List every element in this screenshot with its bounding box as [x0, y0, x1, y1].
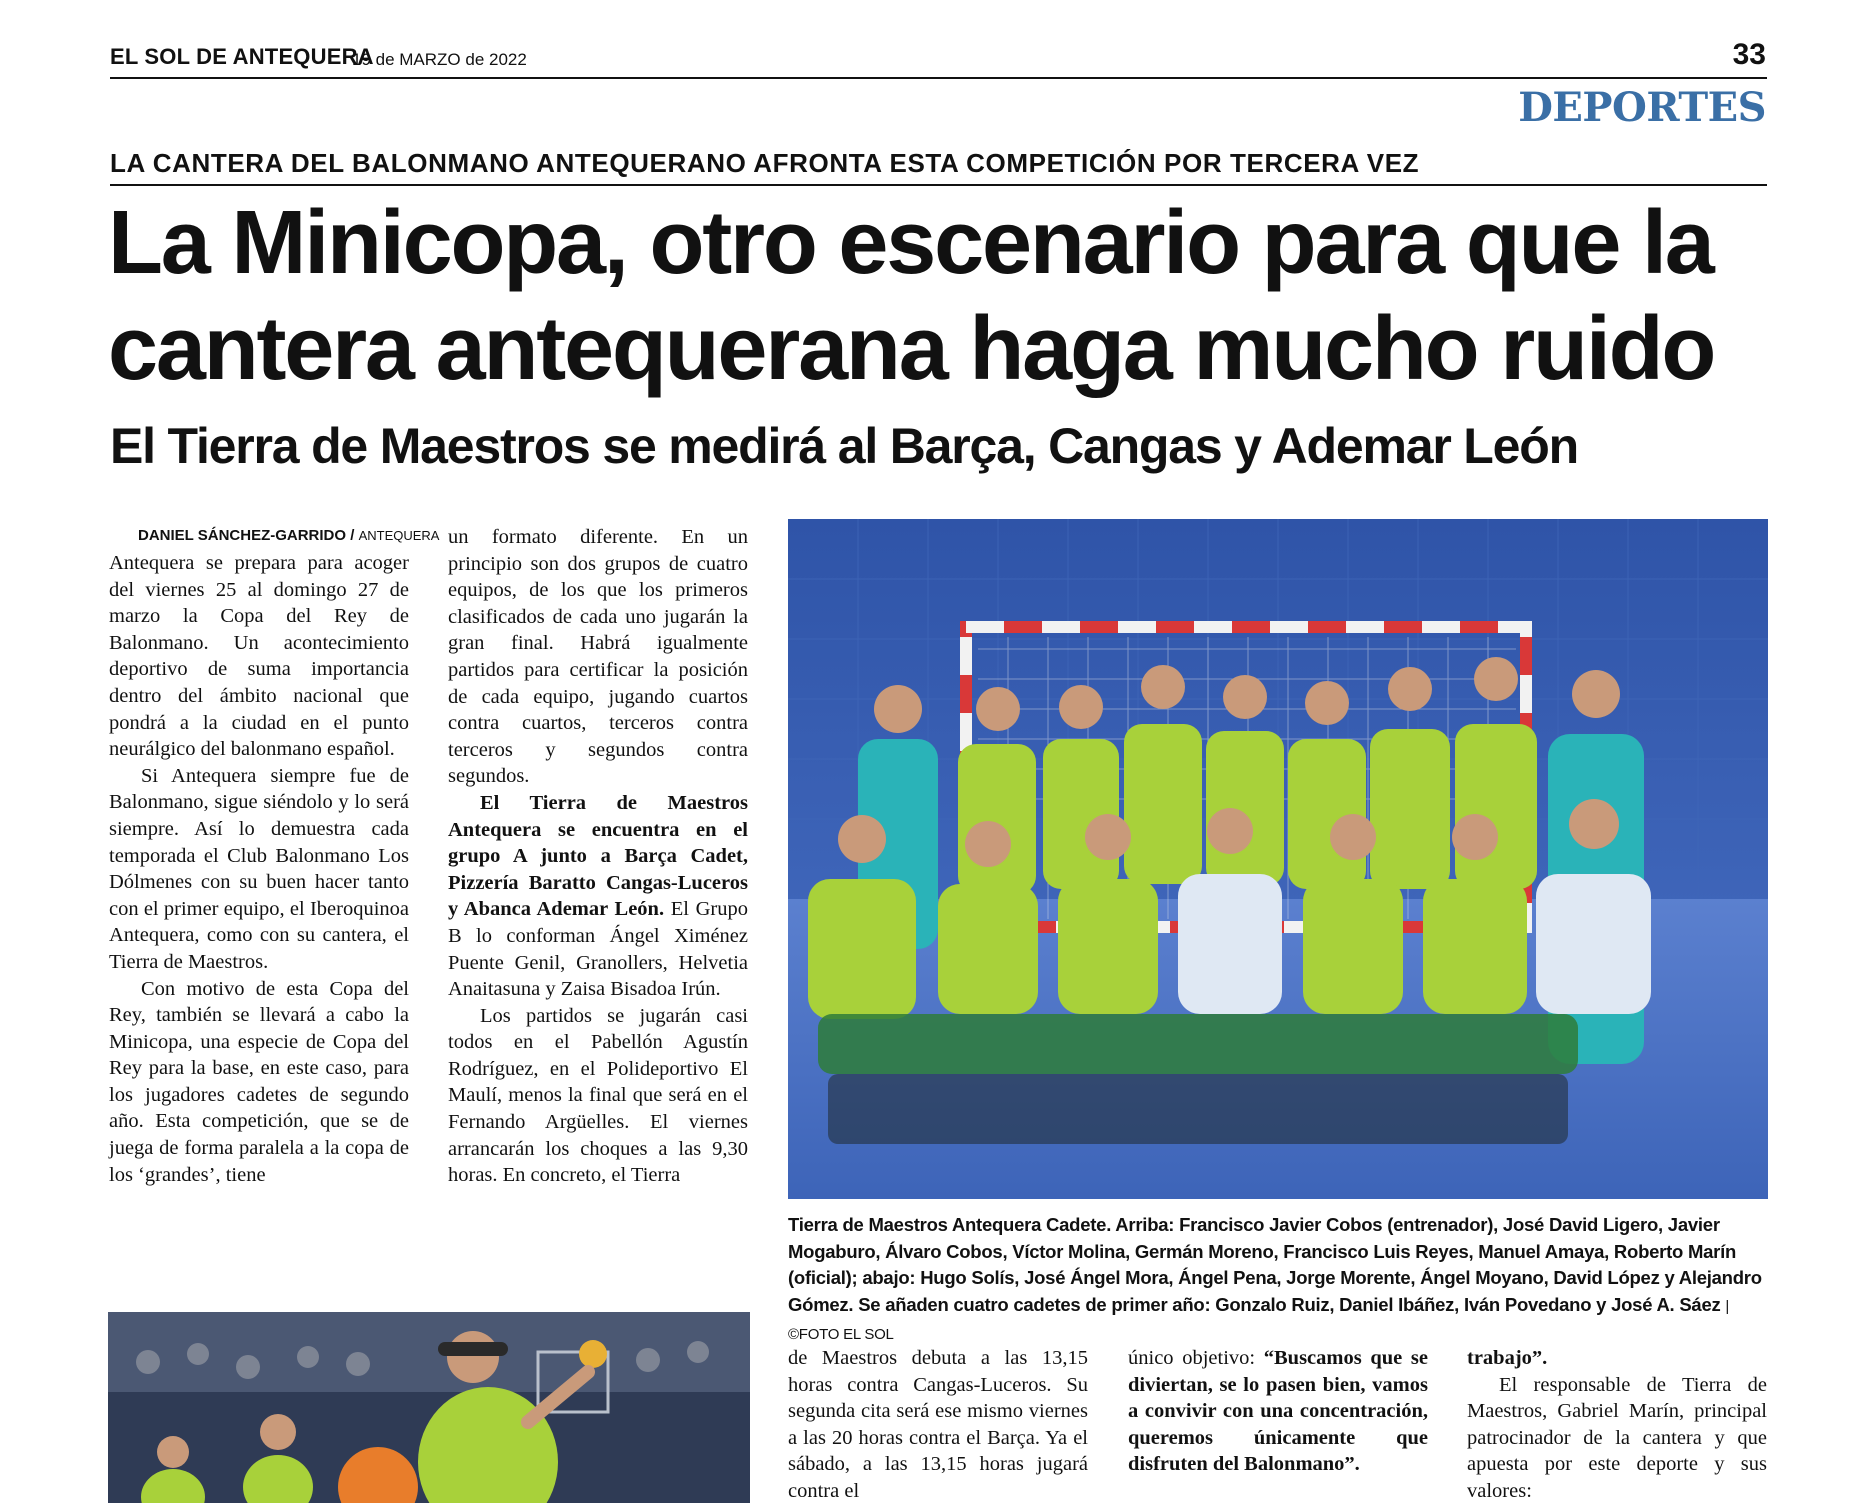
action-photo [108, 1312, 750, 1503]
paragraph: Si Antequera siempre fue de Balonmano, sigue siéndolo y lo será siempre. Así lo demuestra cada temporada el Club Balonmano Los Dólmenes con su buen hacer tanto con el primer equipo, el Iberoquinoa Antequera, como con su cantera, el Tierra de Maestros. [109, 764, 409, 973]
headline-line-1: La Minicopa, otro escenario para que la [108, 193, 1713, 293]
paragraph-rest: El Grupo B lo conforman Ángel Ximénez Puente Genil, Granollers, Helvetia Anaitasuna y Zaisa Bisadoa Irún. [448, 898, 748, 1001]
photo-credit: | ©FOTO EL SOL [788, 1297, 1730, 1343]
byline-location: ANTEQUERA [358, 528, 440, 543]
kicker-rule [110, 184, 1767, 186]
paragraph [1128, 1345, 1428, 1478]
headline-line-2: cantera antequerana haga mucho ruido [108, 299, 1715, 399]
paragraph: de Maestros debuta a las 13,15 horas contra Cangas-Luceros. Su segunda cita será ese mismo viernes a las 20 horas contra el Barça. Ya el sábado, a las 13,15 horas jugará contra el [788, 1347, 1088, 1502]
bold-lead: El Tierra de Maestros Antequera se encuentra en el grupo A junto a Barça Cadet, Pizzería Baratto Cangas-Luceros y Abanca Ademar León. [448, 791, 748, 921]
article-column-2 [448, 524, 748, 1189]
team-photo-image [788, 519, 1768, 1199]
headline [108, 190, 1788, 402]
issue-date: 19 de MARZO de 2022 [352, 50, 527, 69]
kicker: LA CANTERA DEL BALONMANO ANTEQUERANO AFRONTA ESTA COMPETICIÓN POR TERCERA VEZ [110, 148, 1420, 178]
masthead: EL SOL DE ANTEQUERA [110, 44, 374, 69]
quote: “Buscamos que se diviertan, se lo pasen bien, vamos a convivir con una concentración, queremos únicamente que disfruten del Balonmano”. [1128, 1347, 1428, 1476]
paragraph: El responsable de Tierra de Maestros, Gabriel Marín, principal patrocinador de la cantera y que apuesta por este deporte y sus valores: [1467, 1373, 1767, 1502]
photo-caption [788, 1212, 1768, 1349]
paragraph-lead: único objetivo: [1128, 1347, 1264, 1369]
article-column-4 [1128, 1345, 1428, 1478]
section-label: DEPORTES [1518, 84, 1766, 131]
subheadline: El Tierra de Maestros se medirá al Barça, Cangas y Ademar León [110, 418, 1578, 474]
team-photo [788, 519, 1768, 1199]
paragraph [1467, 1345, 1767, 1372]
page-number: 33 [1732, 38, 1766, 71]
paragraph: un formato diferente. En un principio son dos grupos de cuatro equipos, de los que los primeros clasificados de cada uno jugarán la gran final. Habrá igualmente partidos para certificar la posición de cada equipo, jugando cuartos contra cuartos, terceros contra terceros y segundos contra segundos. [448, 526, 748, 788]
paragraph [448, 790, 748, 1003]
paragraph: Los partidos se jugarán casi todos en el Pabellón Agustín Rodríguez, en el Polideportivo El Maulí, menos la final que será en el Fernando Argüelles. El viernes arrancarán los choques a las 9,30 horas. En concreto, el Tierra [448, 1004, 748, 1187]
article-column-3 [788, 1345, 1088, 1505]
quote-end: trabajo”. [1467, 1347, 1548, 1369]
header-rule [110, 77, 1767, 79]
caption-text: Tierra de Maestros Antequera Cadete. Arriba: Francisco Javier Cobos (entrenador), José David Ligero, Javier Mogaburo, Álvaro Cobos, Víctor Molina, Germán Moreno, Francisco Luis Reyes, Manuel Amaya, Roberto Marín (oficial); abajo: Hugo Solís, José Ángel Mora, Ángel Pena, Jorge Morente, Ángel Moyano, David López y Alejandro Gómez. Se añaden cuatro cadetes de primer año: Gonzalo Ruiz, Daniel Ibáñez, Iván Povedano y José A. Sáez [788, 1214, 1762, 1315]
paragraph: Con motivo de esta Copa del Rey, también se llevará a cabo la Minicopa, una especie de Copa del Rey para la base, en este caso, para los jugadores cadetes de segundo año. Esta competición, que se de juega de forma paralela a la copa de los ‘grandes’, tiene [109, 977, 409, 1186]
byline [138, 527, 439, 544]
article-column-1 [109, 550, 409, 1188]
article-column-5 [1467, 1345, 1767, 1505]
byline-author: DANIEL SÁNCHEZ-GARRIDO / [138, 527, 355, 544]
action-photo-image [108, 1312, 750, 1503]
paragraph: Antequera se prepara para acoger del viernes 25 al domingo 27 de marzo la Copa del Rey de Balonmano. Un acontecimiento deportivo de suma importancia dentro del ámbito nacional que pondrá a la ciudad en el punto neurálgico del balonmano español. [109, 552, 409, 761]
